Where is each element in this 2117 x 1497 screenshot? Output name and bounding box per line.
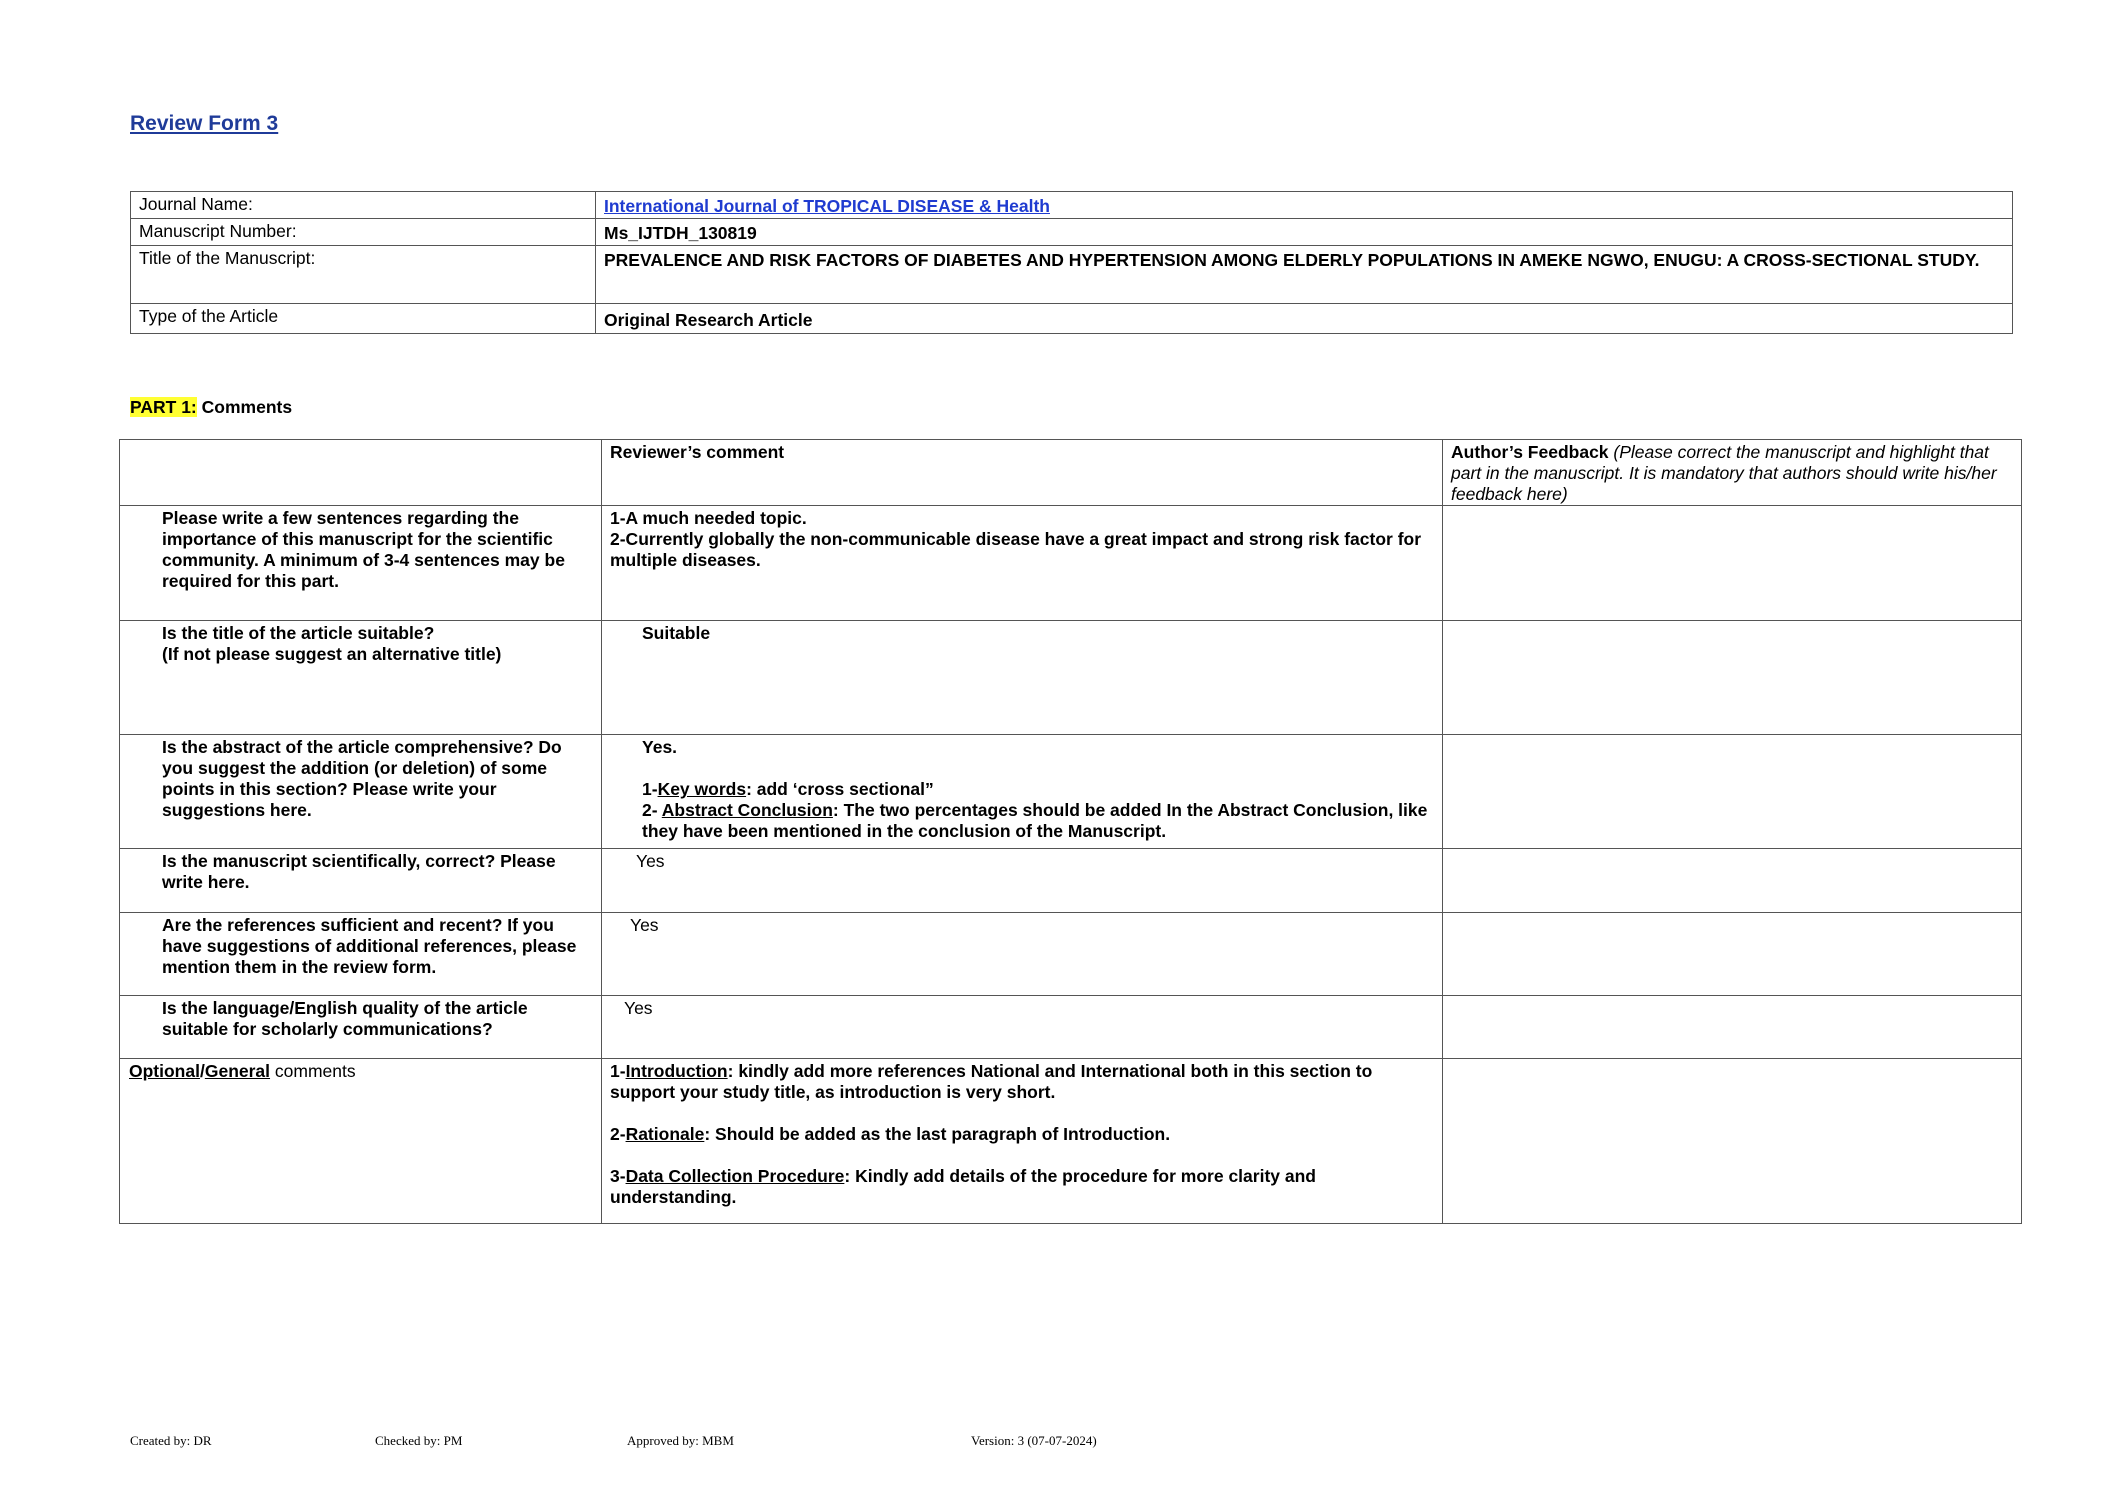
rationale-term: Rationale xyxy=(625,1124,705,1144)
comment-line: 2-Currently globally the non-communicable disease have a great impact and strong risk factor for multiple diseases. xyxy=(610,529,1422,570)
keywords-text: : add ‘cross sectional” xyxy=(746,779,934,799)
form-title[interactable]: Review Form 3 xyxy=(130,112,279,135)
question-importance: Please write a few sentences regarding the importance of this manuscript for the scientific community. A minimum of 3-4 sentences may be required for this part. xyxy=(120,506,602,621)
comment-scientific: Yes xyxy=(602,849,1443,913)
review-header-row xyxy=(120,440,2022,506)
question-references: Are the references sufficient and recent? If you have suggestions of additional references, please mention them in the review form. xyxy=(120,913,602,996)
review-row-title xyxy=(120,621,2022,735)
introduction-text: : kindly add more references National and International both in this section to support your study title, as introduction is very short. xyxy=(610,1061,1373,1102)
comment-line xyxy=(610,1124,1434,1145)
author-feedback-cell[interactable] xyxy=(1443,621,2022,735)
part1-label: PART 1: xyxy=(130,397,197,417)
optional-general-label xyxy=(120,1059,602,1224)
title-value: PREVALENCE AND RISK FACTORS OF DIABETES AND HYPERTENSION AMONG ELDERLY POPULATIONS IN AMEKE NGWO, ENUGU: A CROSS-SECTIONAL STUDY. xyxy=(596,246,2013,304)
keywords-term: Key words xyxy=(657,779,747,799)
footer-approved: Approved by: MBM xyxy=(627,1433,734,1448)
review-row-language xyxy=(120,996,2022,1059)
footer-created: Created by: DR xyxy=(130,1433,212,1448)
data-collection-text: : Kindly add details of the procedure for more clarity and understanding. xyxy=(610,1166,1316,1207)
part1-title: Comments xyxy=(201,397,293,417)
comment-abstract xyxy=(602,735,1443,849)
question-abstract: Is the abstract of the article comprehensive? Do you suggest the addition (or deletion) of some points in this section? Please write your suggestions here. xyxy=(120,735,602,849)
journal-cell xyxy=(596,192,2013,219)
comment-line xyxy=(642,779,1434,800)
comment-line: Yes. xyxy=(642,737,678,757)
manuscript-info-table xyxy=(130,191,2013,334)
comment-line xyxy=(610,1061,1434,1103)
journal-row xyxy=(131,192,2013,219)
question-line: Is the title of the article suitable? xyxy=(162,623,435,643)
review-comments-table xyxy=(119,439,2022,1224)
rationale-text: : Should be added as the last paragraph of Introduction. xyxy=(704,1124,1171,1144)
journal-label: Journal Name: xyxy=(131,192,596,219)
question-scientific: Is the manuscript scientifically, correct? Please write here. xyxy=(120,849,602,913)
prefix: 1- xyxy=(642,779,658,799)
prefix: 2- xyxy=(610,1124,626,1144)
optional-comments xyxy=(602,1059,1443,1224)
type-value: Original Research Article xyxy=(596,304,2013,334)
separator: / xyxy=(199,1061,205,1081)
abstract-conclusion-text: : The two percentages should be added In the Abstract Conclusion, like they have been mentioned in the conclusion of the Manuscript. xyxy=(642,800,1428,841)
comment-line xyxy=(642,800,1434,842)
footer-checked: Checked by: PM xyxy=(375,1433,463,1448)
author-feedback-cell[interactable] xyxy=(1443,1059,2022,1224)
author-feedback-header xyxy=(1443,440,2022,506)
journal-link[interactable]: International Journal of TROPICAL DISEASE & Health xyxy=(604,196,1050,216)
question-line: (If not please suggest an alternative title) xyxy=(162,644,502,664)
footer-version: Version: 3 (07-07-2024) xyxy=(971,1433,1097,1448)
manuscript-number-label: Manuscript Number: xyxy=(131,219,596,246)
prefix: 1- xyxy=(610,1061,626,1081)
part1-heading xyxy=(130,397,292,418)
author-feedback-cell[interactable] xyxy=(1443,849,2022,913)
author-feedback-instructions: (Please correct the manuscript and highlight that part in the manuscript. It is mandatory that authors should write his/her feedback here) xyxy=(1451,442,1997,504)
comment-line xyxy=(610,1166,1434,1208)
introduction-term: Introduction xyxy=(625,1061,728,1081)
author-feedback-cell[interactable] xyxy=(1443,996,2022,1059)
header-empty-cell xyxy=(120,440,602,506)
prefix: 3- xyxy=(610,1166,626,1186)
type-label: Type of the Article xyxy=(131,304,596,334)
general-label: General xyxy=(204,1061,271,1081)
question-title xyxy=(120,621,602,735)
manuscript-number-value: Ms_IJTDH_130819 xyxy=(596,219,2013,246)
review-row-scientific xyxy=(120,849,2022,913)
title-label: Title of the Manuscript: xyxy=(131,246,596,304)
author-feedback-cell[interactable] xyxy=(1443,913,2022,996)
review-row-abstract xyxy=(120,735,2022,849)
review-row-references xyxy=(120,913,2022,996)
comment-language: Yes xyxy=(602,996,1443,1059)
comment-title: Suitable xyxy=(602,621,1443,735)
author-feedback-cell[interactable] xyxy=(1443,506,2022,621)
comments-label: comments xyxy=(270,1061,356,1081)
comment-references: Yes xyxy=(602,913,1443,996)
review-row-optional xyxy=(120,1059,2022,1224)
review-row-importance xyxy=(120,506,2022,621)
title-row xyxy=(131,246,2013,304)
manuscript-number-row xyxy=(131,219,2013,246)
reviewer-comment-header: Reviewer’s comment xyxy=(602,440,1443,506)
type-row xyxy=(131,304,2013,334)
question-language: Is the language/English quality of the article suitable for scholarly communications? xyxy=(120,996,602,1059)
author-feedback-cell[interactable] xyxy=(1443,735,2022,849)
author-feedback-title: Author’s Feedback xyxy=(1451,442,1609,462)
abstract-conclusion-term: Abstract Conclusion xyxy=(661,800,833,820)
prefix: 2- xyxy=(642,800,662,820)
comment-line: 1-A much needed topic. xyxy=(610,508,807,528)
optional-label: Optional xyxy=(129,1061,200,1081)
comment-importance xyxy=(602,506,1443,621)
data-collection-term: Data Collection Procedure xyxy=(625,1166,845,1186)
